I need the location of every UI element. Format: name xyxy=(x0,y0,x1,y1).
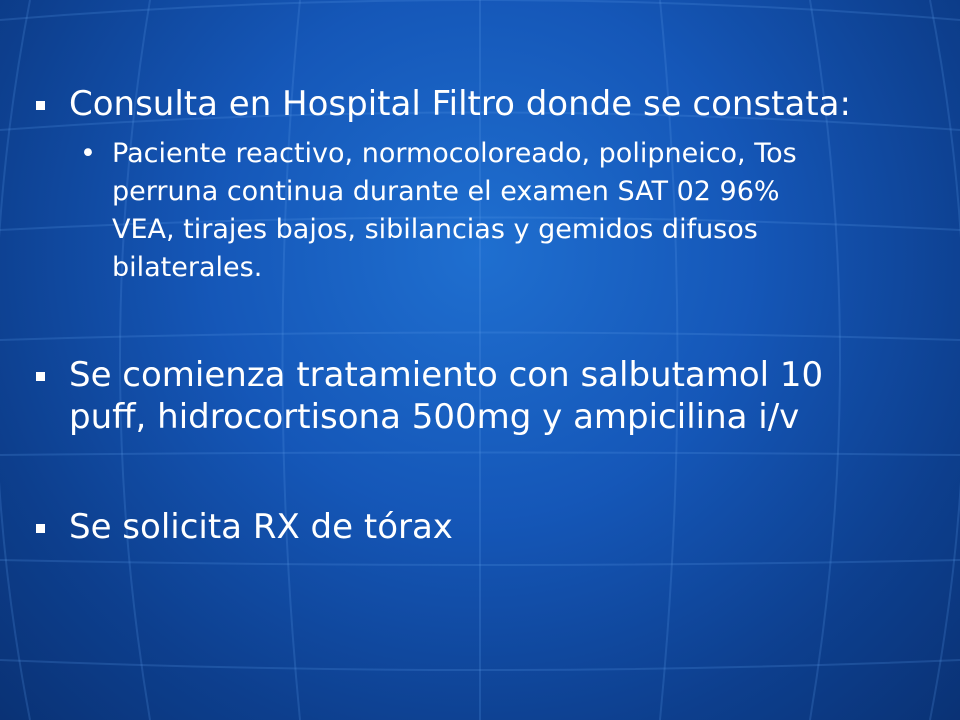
square-bullet-icon xyxy=(36,101,45,110)
sub-bullet-line: Paciente reactivo, normocoloreado, polipneico, Tos xyxy=(112,138,797,169)
bullet-line: puff, hidrocortisona 500mg y ampicilina i/v xyxy=(69,397,800,437)
sub-bullet-line: bilaterales. xyxy=(112,252,263,283)
bullet-line: Se comienza tratamiento con salbutamol 10 xyxy=(69,355,824,395)
square-bullet-icon xyxy=(36,372,45,381)
sub-bullet-line: VEA, tirajes bajos, sibilancias y gemidos difusos xyxy=(112,214,758,245)
bullet-text: Se solicita RX de tórax xyxy=(69,507,453,547)
dot-bullet-icon: • xyxy=(80,138,96,169)
sub-bullet-text xyxy=(112,135,942,287)
bullet-text: Consulta en Hospital Filtro donde se constata: xyxy=(69,84,851,124)
bullet-text xyxy=(69,354,939,438)
sub-bullet-line: perruna continua durante el examen SAT 02 96% xyxy=(112,176,780,207)
square-bullet-icon xyxy=(36,524,45,533)
